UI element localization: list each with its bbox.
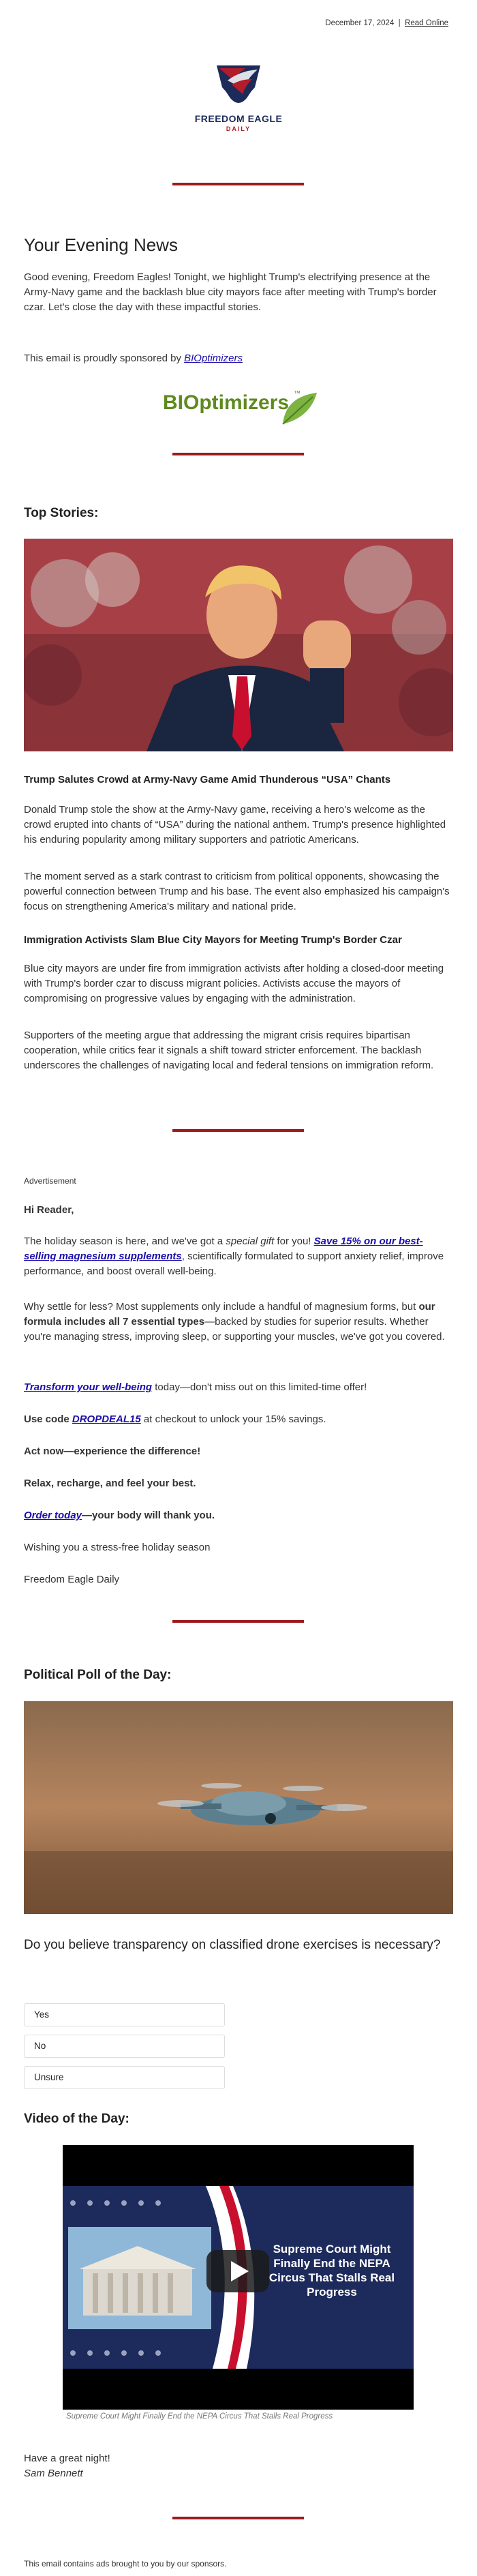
divider	[172, 183, 304, 185]
story1-title: Trump Salutes Crowd at Army-Navy Game Amid Thunderous “USA” Chants	[24, 774, 391, 785]
ad-signature: Freedom Eagle Daily	[24, 1574, 120, 1585]
footer-disclaimer: This email contains ads brought to you by our sponsors.	[24, 2559, 227, 2568]
ad-p4-text2: at checkout to unlock your 15% savings.	[140, 1413, 326, 1425]
signoff-name: Sam Bennett	[24, 2468, 83, 2479]
signoff-line: Have a great night!	[24, 2453, 110, 2464]
video-caption: Supreme Court Might Finally End the NEPA Circus That Stalls Real Progress	[66, 2412, 333, 2421]
brand-subname: DAILY	[226, 125, 251, 132]
ad-paragraph3	[24, 1380, 453, 1395]
top-stories-heading: Top Stories:	[24, 506, 99, 520]
divider	[172, 453, 304, 455]
top-bar-separator: |	[398, 19, 401, 27]
sponsor-line	[24, 351, 453, 366]
email-date: December 17, 2024	[325, 19, 395, 27]
ad-paragraph7	[24, 1508, 453, 1523]
ad-p4-text: Use code	[24, 1413, 72, 1425]
poll-option-unsure[interactable]: Unsure	[24, 2066, 225, 2089]
ad-p2-text: Why settle for less? Most supplements only include a handful of magnesium forms, but	[24, 1301, 419, 1313]
eagle-logo-icon	[204, 59, 273, 117]
sponsor-logo-tm: ™	[294, 390, 301, 398]
order-today-link[interactable]: Order today	[24, 1510, 82, 1521]
ad-p2-bold: our formula includes all 7 essential types	[24, 1301, 435, 1328]
sponsor-prefix: This email is proudly sponsored by	[24, 353, 185, 364]
poll-question: Do you believe transparency on classified drone exercises is necessary?	[24, 1938, 441, 1952]
story2-paragraph2: Supporters of the meeting argue that addressing the migrant crisis requires bipartisan cooperation, while critics fear it signals a shift toward stricter enforcement. The backlash underscores the challenges of navigating local and federal tensions on immigration reform.	[24, 1030, 434, 1071]
story2-title: Immigration Activists Slam Blue City Mayors for Meeting Trump's Border Czar	[24, 934, 402, 946]
divider	[172, 1620, 304, 1623]
divider	[172, 1129, 304, 1132]
ad-paragraph2	[24, 1300, 453, 1345]
promo-code-link[interactable]: DROPDEAL15	[72, 1413, 141, 1425]
advertisement-label: Advertisement	[24, 1176, 76, 1186]
sponsor-link[interactable]: BIOptimizers	[184, 353, 243, 364]
poll-option-yes[interactable]: Yes	[24, 2003, 225, 2026]
transform-wellbeing-link[interactable]: Transform your well-being	[24, 1381, 153, 1393]
story1-paragraph2: The moment served as a stark contrast to criticism from political opponents, showcasing the powerful connection between Trump and his base. The event also emphasized his campaign's focus on strengthening America's military and national pride.	[24, 871, 450, 912]
sponsor-logo-text: BIOptimizers	[163, 391, 290, 414]
drone-photo	[24, 1701, 453, 1914]
ad-paragraph4	[24, 1412, 453, 1427]
ad-p3-text: today—don't miss out on this limited-time offer!	[152, 1381, 367, 1393]
divider	[172, 2517, 304, 2519]
ad-greeting: Hi Reader,	[24, 1204, 74, 1216]
top-bar	[325, 19, 448, 27]
intro-paragraph: Good evening, Freedom Eagles! Tonight, we highlight Trump's electrifying presence at the Army-Navy game and the backlash blue city mayors face after meeting with Trump's border czar. Let's close the day with these impactful stories.	[24, 271, 437, 313]
ad-p1-text2: for you!	[274, 1235, 314, 1247]
video-heading: Video of the Day:	[24, 2112, 129, 2126]
ad-paragraph6: Relax, recharge, and feel your best.	[24, 1478, 196, 1489]
ad-special-gift: special gift	[226, 1235, 275, 1247]
story2-paragraph1: Blue city mayors are under fire from immigration activists after holding a closed-door meeting with Trump's border czar to discuss migrant policies. Activists accuse the mayors of compromising on progressive values by engaging with the administration.	[24, 963, 444, 1004]
story1-paragraph1: Donald Trump stole the show at the Army-Navy game, receiving a hero's welcome as the crowd erupted into chants of “USA” during the national anthem. Trump's presence highlighted his enduring popularity among military supporters and patriotic Americans.	[24, 804, 446, 845]
ad-paragraph5: Act now—experience the difference!	[24, 1446, 201, 1457]
thumbnail-title: Supreme Court Might Finally End the NEPA Circus That Stalls Real Progress	[268, 2243, 395, 2298]
poll-heading: Political Poll of the Day:	[24, 1668, 172, 1682]
evening-news-title: Your Evening News	[24, 235, 178, 255]
sponsor-logo[interactable]	[163, 386, 320, 428]
read-online-link[interactable]: Read Online	[405, 19, 448, 27]
leaf-icon	[279, 390, 320, 428]
ad-p1-text: The holiday season is here, and we've got a	[24, 1235, 226, 1247]
ad-p2-text2: —backed by studies for superior results. Whether you're managing stress, improving sleep, or supporting your muscles, we've got you covered.	[24, 1316, 445, 1343]
ad-paragraph8: Wishing you a stress-free holiday season	[24, 1542, 211, 1553]
ad-p7-text: —your body will thank you.	[82, 1510, 215, 1521]
save-15-link[interactable]: Save 15% on our best-selling magnesium supplements	[24, 1235, 423, 1262]
ad-paragraph1	[24, 1234, 453, 1279]
brand-name: FREEDOM EAGLE	[194, 113, 283, 124]
ad-p1-text3: , scientifically formulated to support anxiety relief, improve performance, and boost overall well-being.	[24, 1250, 444, 1277]
play-button-icon[interactable]	[204, 2247, 272, 2295]
trump-rally-photo	[24, 539, 453, 751]
video-player[interactable]	[63, 2145, 414, 2410]
poll-option-no[interactable]: No	[24, 2035, 225, 2058]
